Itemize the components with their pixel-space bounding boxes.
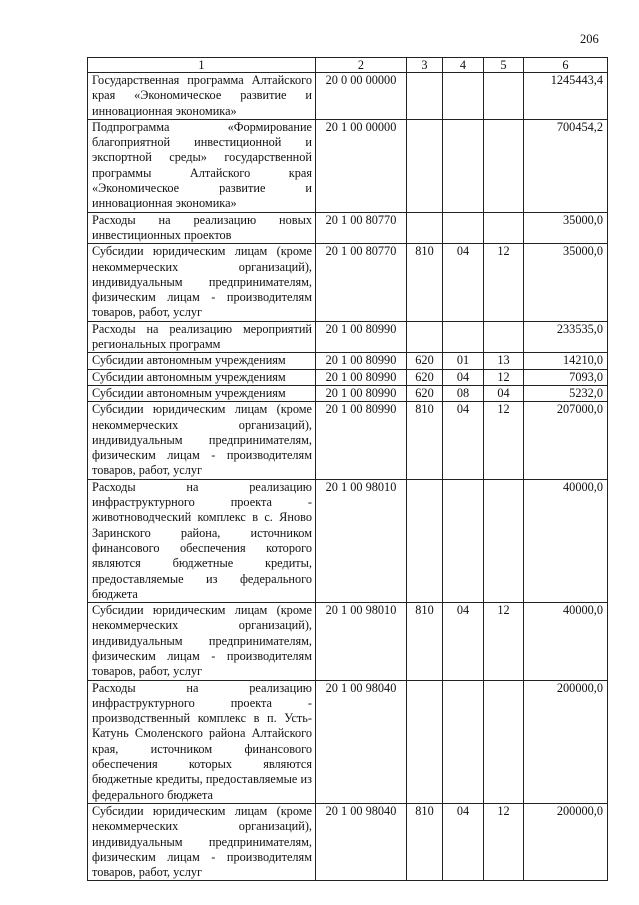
row-c3	[407, 321, 443, 353]
row-amount: 5232,0	[524, 385, 608, 401]
row-c4	[443, 212, 484, 244]
row-code: 20 1 00 98040	[316, 680, 407, 803]
row-c5: 12	[484, 402, 524, 479]
row-c3: 810	[407, 402, 443, 479]
row-c4: 04	[443, 244, 484, 321]
row-c5	[484, 321, 524, 353]
row-c5: 04	[484, 385, 524, 401]
row-c3: 620	[407, 353, 443, 369]
row-c5	[484, 212, 524, 244]
row-amount: 200000,0	[524, 680, 608, 803]
table-row	[88, 402, 608, 479]
row-c4: 04	[443, 369, 484, 385]
row-code: 20 1 00 80770	[316, 212, 407, 244]
row-c4	[443, 321, 484, 353]
table-row	[88, 680, 608, 803]
row-amount: 200000,0	[524, 803, 608, 880]
row-amount: 35000,0	[524, 212, 608, 244]
row-code: 20 1 00 98010	[316, 603, 407, 680]
row-code: 20 1 00 80770	[316, 244, 407, 321]
row-c3: 620	[407, 385, 443, 401]
row-amount: 14210,0	[524, 353, 608, 369]
row-name: Субсидии юридическим лицам (кроме некоммерческих организаций), индивидуальным предпринимателям, физическим лицам - производителям товаров, работ, услуг	[88, 803, 316, 880]
row-code: 20 1 00 80990	[316, 385, 407, 401]
row-c4	[443, 119, 484, 212]
row-c3	[407, 479, 443, 602]
row-name: Расходы на реализацию мероприятий региональных программ	[88, 321, 316, 353]
row-amount: 1245443,4	[524, 73, 608, 120]
header-col-2: 2	[316, 58, 407, 73]
row-c3	[407, 680, 443, 803]
table-row	[88, 479, 608, 602]
row-amount: 207000,0	[524, 402, 608, 479]
row-code: 20 1 00 80990	[316, 369, 407, 385]
row-name: Субсидии автономным учреждениям	[88, 369, 316, 385]
table-row	[88, 353, 608, 369]
row-c4: 04	[443, 603, 484, 680]
row-code: 20 1 00 80990	[316, 353, 407, 369]
row-code: 20 1 00 98040	[316, 803, 407, 880]
row-c3: 810	[407, 244, 443, 321]
table-row	[88, 119, 608, 212]
row-amount: 233535,0	[524, 321, 608, 353]
row-name: Расходы на реализацию инфраструктурного проекта - животноводческий комплекс в с. Яново Заринского района, источником финансового обеспечения которого являются бюджетные кредиты, предоставляемые из федерального бюджета	[88, 479, 316, 602]
row-c4	[443, 73, 484, 120]
table-row	[88, 321, 608, 353]
row-name: Подпрограмма «Формирование благоприятной инвестиционной и экспортной среды» государственной программы Алтайского края «Экономическое развитие и инновационная экономика»	[88, 119, 316, 212]
header-col-6: 6	[524, 58, 608, 73]
page-number: 206	[580, 32, 599, 46]
row-code: 20 1 00 00000	[316, 119, 407, 212]
row-code: 20 1 00 98010	[316, 479, 407, 602]
row-amount: 40000,0	[524, 603, 608, 680]
row-c3: 810	[407, 803, 443, 880]
header-row	[88, 58, 608, 73]
header-col-5: 5	[484, 58, 524, 73]
row-name: Расходы на реализацию новых инвестиционных проектов	[88, 212, 316, 244]
row-amount: 700454,2	[524, 119, 608, 212]
row-c5: 13	[484, 353, 524, 369]
row-code: 20 0 00 00000	[316, 73, 407, 120]
row-c5	[484, 73, 524, 120]
row-c4: 04	[443, 402, 484, 479]
table-row	[88, 73, 608, 120]
row-c4: 01	[443, 353, 484, 369]
row-name: Субсидии автономным учреждениям	[88, 385, 316, 401]
row-code: 20 1 00 80990	[316, 402, 407, 479]
row-amount: 7093,0	[524, 369, 608, 385]
row-c3	[407, 119, 443, 212]
table-row	[88, 212, 608, 244]
table-row	[88, 385, 608, 401]
row-c5: 12	[484, 803, 524, 880]
row-c4: 04	[443, 803, 484, 880]
header-col-3: 3	[407, 58, 443, 73]
row-c4	[443, 479, 484, 602]
table-row	[88, 603, 608, 680]
row-c5: 12	[484, 369, 524, 385]
row-name: Субсидии юридическим лицам (кроме некоммерческих организаций), индивидуальным предпринимателям, физическим лицам - производителям товаров, работ, услуг	[88, 402, 316, 479]
row-name: Расходы на реализацию инфраструктурного проекта - производственный комплекс в п. Усть-Катунь Смоленского района Алтайского края, источником финансового обеспечения которых являются бюджетные кредиты, предоставляемые из федерального бюджета	[88, 680, 316, 803]
header-col-1: 1	[88, 58, 316, 73]
row-amount: 35000,0	[524, 244, 608, 321]
row-name: Государственная программа Алтайского края «Экономическое развитие и инновационная экономика»	[88, 73, 316, 120]
row-c5	[484, 680, 524, 803]
row-code: 20 1 00 80990	[316, 321, 407, 353]
row-c5: 12	[484, 603, 524, 680]
table-row	[88, 803, 608, 880]
row-name: Субсидии юридическим лицам (кроме некоммерческих организаций), индивидуальным предпринимателям, физическим лицам - производителям товаров, работ, услуг	[88, 244, 316, 321]
row-name: Субсидии юридическим лицам (кроме некоммерческих организаций), индивидуальным предпринимателям, физическим лицам - производителям товаров, работ, услуг	[88, 603, 316, 680]
row-c4	[443, 680, 484, 803]
row-c5	[484, 479, 524, 602]
row-c3: 620	[407, 369, 443, 385]
row-c3: 810	[407, 603, 443, 680]
budget-table	[87, 57, 608, 881]
header-col-4: 4	[443, 58, 484, 73]
row-c4: 08	[443, 385, 484, 401]
table-row	[88, 244, 608, 321]
row-c5: 12	[484, 244, 524, 321]
row-c3	[407, 212, 443, 244]
row-c5	[484, 119, 524, 212]
row-c3	[407, 73, 443, 120]
table-row	[88, 369, 608, 385]
row-amount: 40000,0	[524, 479, 608, 602]
row-name: Субсидии автономным учреждениям	[88, 353, 316, 369]
